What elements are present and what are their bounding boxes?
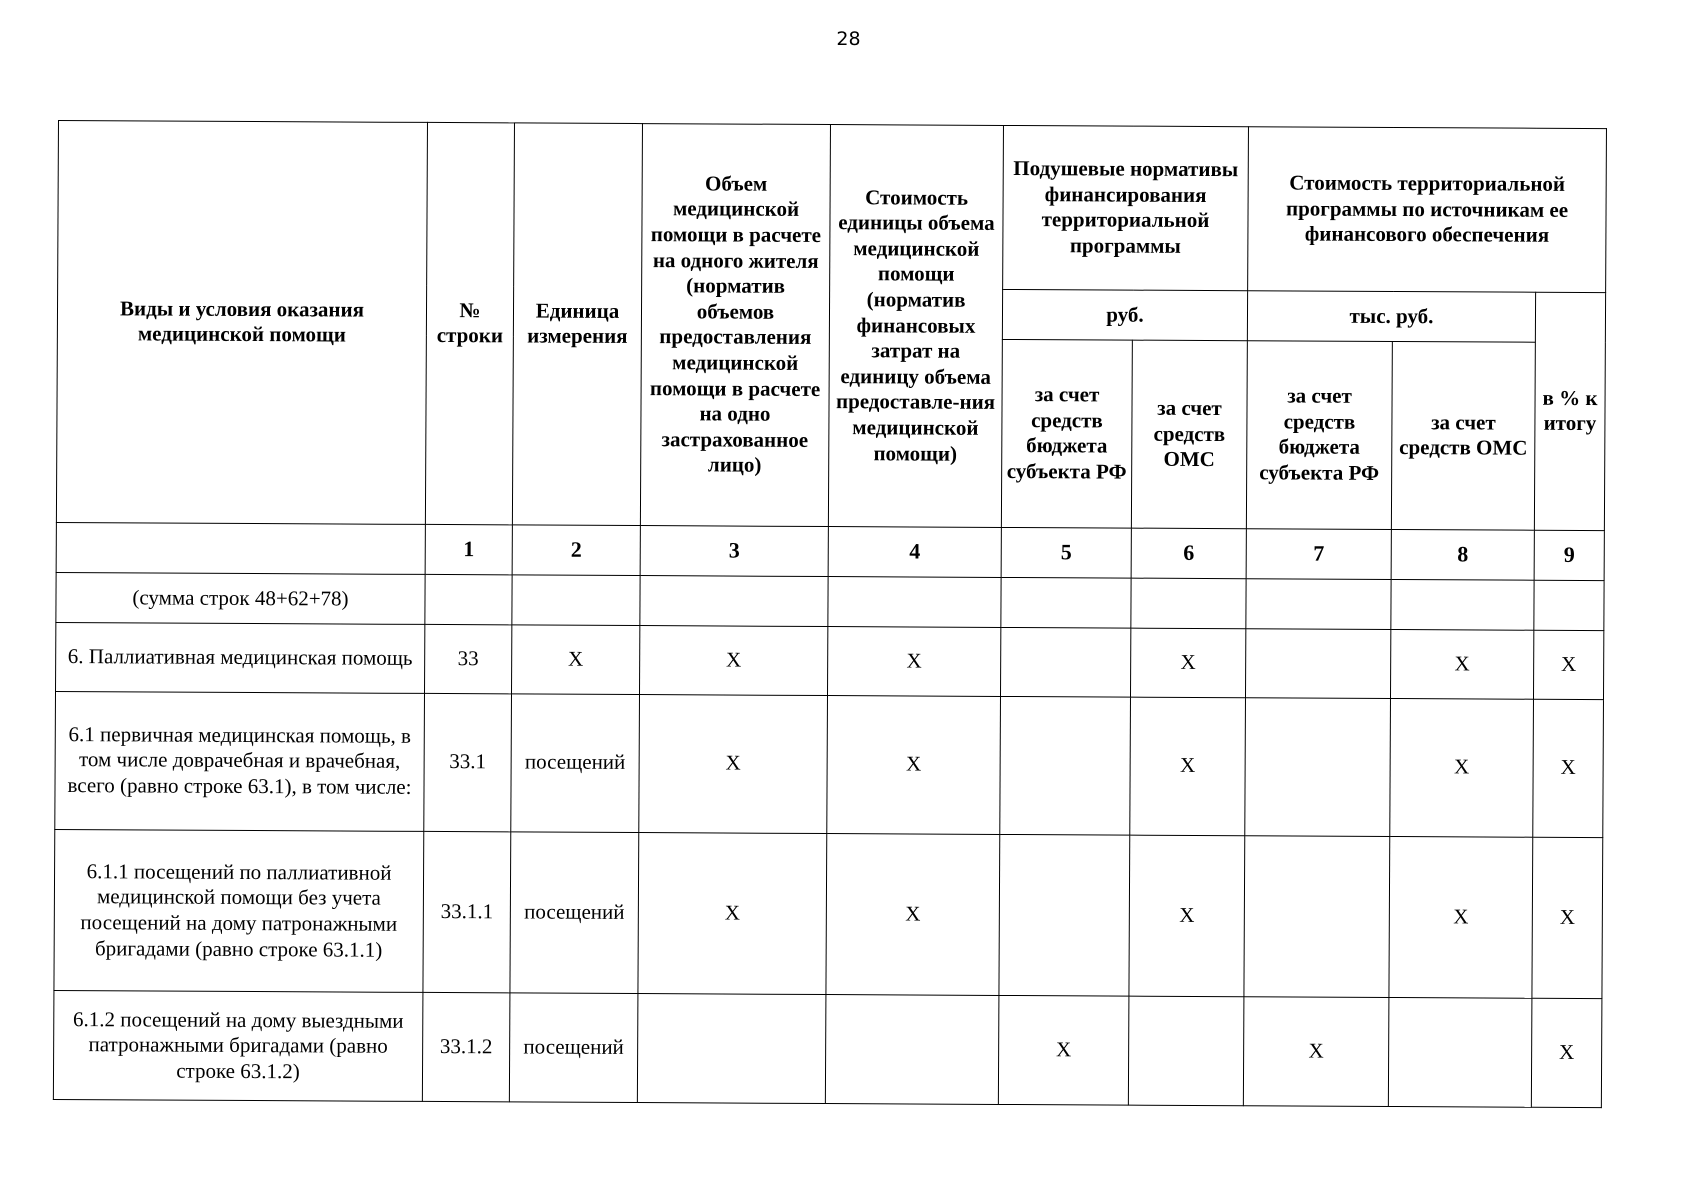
cell-oms [1128, 997, 1244, 1106]
row-label: 6.1.2 посещений на дому выездными патронажными бригадами (равно строке 63.1.2) [53, 991, 423, 1102]
row-unit: посещений [511, 694, 640, 832]
cell-oms: X [1130, 628, 1245, 697]
cell-unit-cost: X [826, 833, 1000, 996]
row-label: 6.1.1 посещений по паллиативной медицинской помощи без учета посещений на дому патронажными бригадами (равно строке 63.1.1) [54, 829, 424, 993]
cell-budget-rf [1000, 696, 1131, 834]
cell-volume [637, 994, 826, 1104]
row-label: (сумма строк 48+62+78) [56, 572, 425, 624]
cell-budget-rf [999, 834, 1130, 996]
row-number: 33.1.1 [423, 831, 511, 993]
cell-budget-rf [1000, 627, 1130, 697]
header-budget-rf: за счет средств бюджета субъекта РФ [1001, 339, 1132, 528]
cell-unit-cost [828, 576, 1001, 627]
cell-percent-total: X [1532, 837, 1603, 999]
column-number [56, 522, 425, 574]
header-thousand-rub: тыс. руб. [1247, 291, 1535, 343]
cell-budget-rf-thousand [1246, 579, 1391, 630]
cell-volume [640, 575, 828, 626]
row-number: 33.1 [424, 693, 512, 831]
cell-oms: X [1130, 697, 1246, 835]
row-number: 33.1.2 [422, 993, 510, 1102]
cell-percent-total: X [1531, 999, 1602, 1108]
header-oms: за счет средств ОМС [1131, 340, 1247, 528]
column-number: 4 [828, 526, 1001, 577]
column-number: 2 [512, 525, 640, 576]
cell-volume: X [640, 626, 828, 696]
cell-budget-rf-thousand [1245, 698, 1391, 837]
column-number: 8 [1391, 529, 1534, 580]
header-row-number: № строки [425, 122, 514, 524]
cell-percent-total: X [1533, 699, 1604, 837]
column-number: 3 [640, 525, 828, 576]
table-row [54, 829, 1603, 999]
cell-volume: X [639, 694, 828, 833]
row-label: 6. Паллиативная медицинская помощь [56, 622, 425, 693]
row-unit: посещений [510, 832, 639, 994]
row-unit [512, 575, 640, 626]
header-rub: руб. [1002, 289, 1247, 340]
column-number: 6 [1131, 528, 1246, 579]
table-row [56, 572, 1604, 630]
header-kind: Виды и условия оказания медицинской помощи [56, 121, 427, 525]
cell-oms [1131, 578, 1246, 629]
table-row [53, 991, 1602, 1108]
header-volume: Объем медицинской помощи в расчете на одного жителя (норматив объемов предоставления медицинской помощи в расчете на одно застрахованное лицо) [640, 124, 830, 527]
cell-oms-thousand: X [1390, 698, 1534, 837]
cell-percent-total: X [1533, 630, 1603, 699]
column-number-row [56, 522, 1604, 580]
cell-unit-cost: X [827, 695, 1001, 834]
table-row [55, 691, 1604, 837]
cell-volume: X [638, 832, 827, 995]
header-unit-cost: Стоимость единицы объема медицинской помощи (норматив финансовых затрат на единицу объема предоставле-ния медицинской помощи) [828, 125, 1003, 528]
cell-unit-cost: X [827, 627, 1000, 697]
column-number: 9 [1534, 530, 1604, 580]
header-oms-thousand: за счет средств ОМС [1391, 341, 1535, 530]
header-budget-rf-thousand: за счет средств бюджета субъекта РФ [1246, 341, 1392, 530]
column-number: 7 [1246, 529, 1391, 580]
cell-budget-rf-thousand [1245, 629, 1390, 699]
header-program-cost: Стоимость территориальной программы по источникам ее финансового обеспечения [1248, 127, 1607, 293]
cell-oms-thousand [1388, 998, 1532, 1107]
row-number: 33 [425, 624, 512, 693]
cell-budget-rf [1001, 577, 1131, 628]
medical-care-table [53, 120, 1607, 1108]
table-row [56, 622, 1604, 699]
cell-budget-rf-thousand [1244, 835, 1390, 998]
column-number: 5 [1001, 527, 1131, 578]
row-label: 6.1 первичная медицинская помощь, в том числе доврачебная и врачебная, всего (равно строке 63.1), в том числе: [55, 691, 425, 831]
row-number [425, 574, 512, 625]
cell-unit-cost [825, 995, 999, 1104]
header-per-capita: Подушевые нормативы финансирования территориальной программы [1003, 125, 1249, 290]
cell-budget-rf-thousand: X [1243, 997, 1389, 1106]
cell-percent-total [1534, 580, 1604, 630]
cell-oms: X [1129, 835, 1245, 997]
row-unit: X [512, 625, 640, 695]
page-number: 28 [836, 28, 861, 50]
header-percent-total: в % к итогу [1534, 292, 1605, 530]
row-unit: посещений [509, 993, 638, 1102]
header-unit: Единица измерения [512, 123, 642, 525]
cell-oms-thousand [1391, 579, 1534, 630]
cell-budget-rf: X [998, 996, 1129, 1105]
cell-oms-thousand: X [1389, 836, 1533, 999]
cell-oms-thousand: X [1390, 629, 1533, 699]
column-number: 1 [425, 524, 512, 575]
